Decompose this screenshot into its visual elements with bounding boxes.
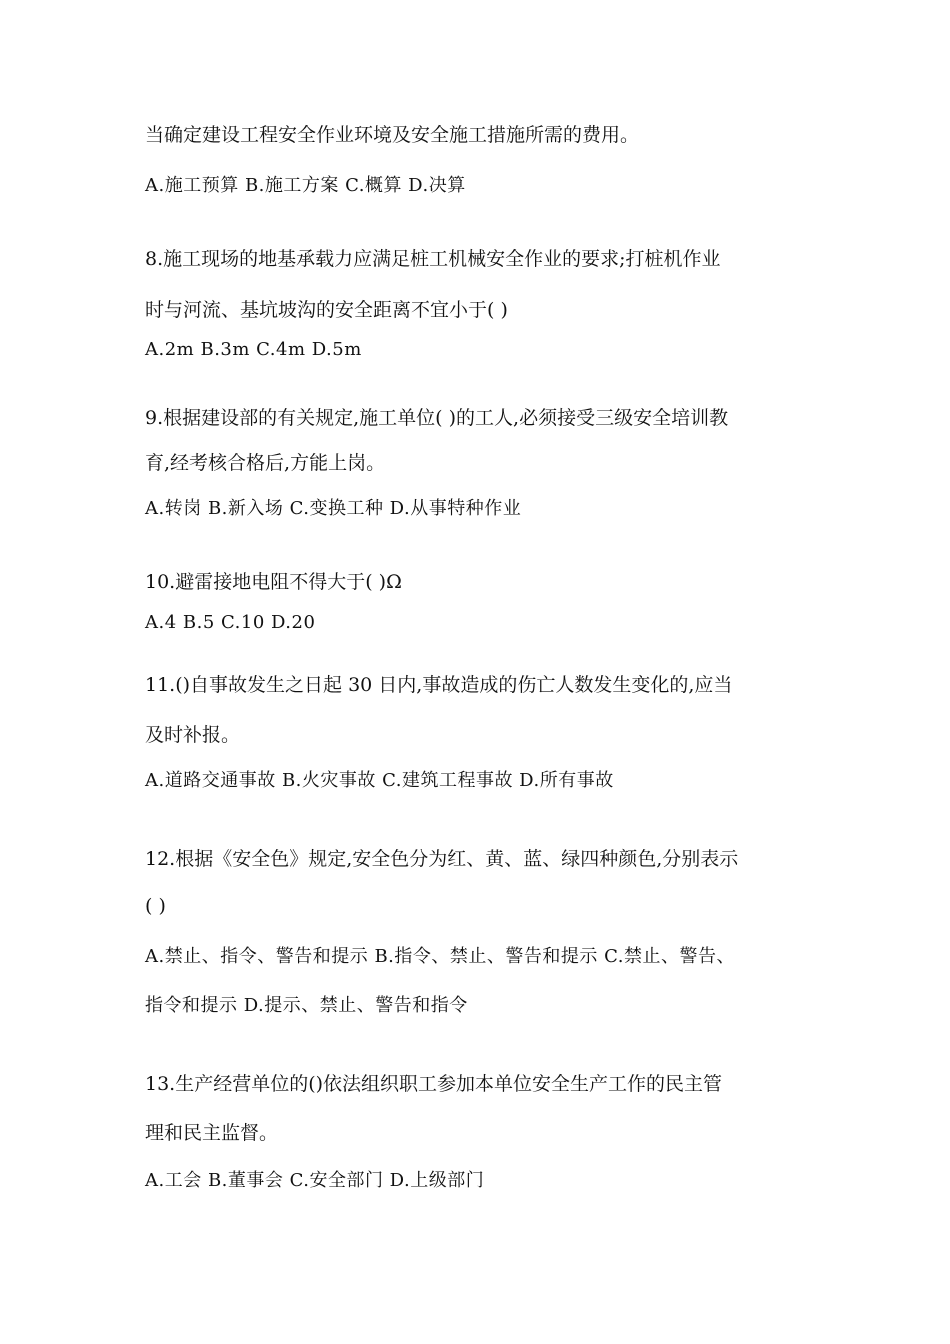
question-9-text-line2: 育,经考核合格后,方能上岗。 bbox=[145, 452, 386, 474]
question-10-options: A.4 B.5 C.10 D.20 bbox=[145, 612, 316, 633]
question-13-text-line1: 13.生产经营单位的()依法组织职工参加本单位安全生产工作的民主管 bbox=[145, 1073, 723, 1095]
question-7-text: 当确定建设工程安全作业环境及安全施工措施所需的费用。 bbox=[145, 124, 640, 146]
question-11-text-line2: 及时补报。 bbox=[145, 724, 241, 746]
question-11-text-line1: 11.()自事故发生之日起 30 日内,事故造成的伤亡人数发生变化的,应当 bbox=[145, 674, 733, 696]
question-13-text-line2: 理和民主监督。 bbox=[145, 1122, 279, 1144]
question-12-text-line2: ( ) bbox=[145, 895, 166, 917]
question-8-options: A.2m B.3m C.4m D.5m bbox=[145, 339, 362, 360]
question-8-text-line1: 8.施工现场的地基承载力应满足桩工机械安全作业的要求;打桩机作业 bbox=[145, 248, 721, 270]
question-12-text-line1: 12.根据《安全色》规定,安全色分为红、黄、蓝、绿四种颜色,分别表示 bbox=[145, 848, 739, 870]
question-9-options: A.转岗 B.新入场 C.变换工种 D.从事特种作业 bbox=[145, 498, 522, 519]
question-9-text-line1: 9.根据建设部的有关规定,施工单位( )的工人,必须接受三级安全培训教 bbox=[145, 407, 729, 429]
question-12-options-line1: A.禁止、指令、警告和提示 B.指令、禁止、警告和提示 C.禁止、警告、 bbox=[145, 946, 735, 967]
question-13-options: A.工会 B.董事会 C.安全部门 D.上级部门 bbox=[145, 1170, 485, 1191]
question-11-options: A.道路交通事故 B.火灾事故 C.建筑工程事故 D.所有事故 bbox=[145, 770, 614, 791]
question-7-options: A.施工预算 B.施工方案 C.概算 D.决算 bbox=[145, 175, 466, 196]
question-12-options-line2: 指令和提示 D.提示、禁止、警告和指令 bbox=[145, 995, 468, 1016]
question-10-text: 10.避雷接地电阻不得大于( )Ω bbox=[145, 571, 402, 593]
question-8-text-line2: 时与河流、基坑坡沟的安全距离不宜小于( ) bbox=[145, 299, 508, 321]
